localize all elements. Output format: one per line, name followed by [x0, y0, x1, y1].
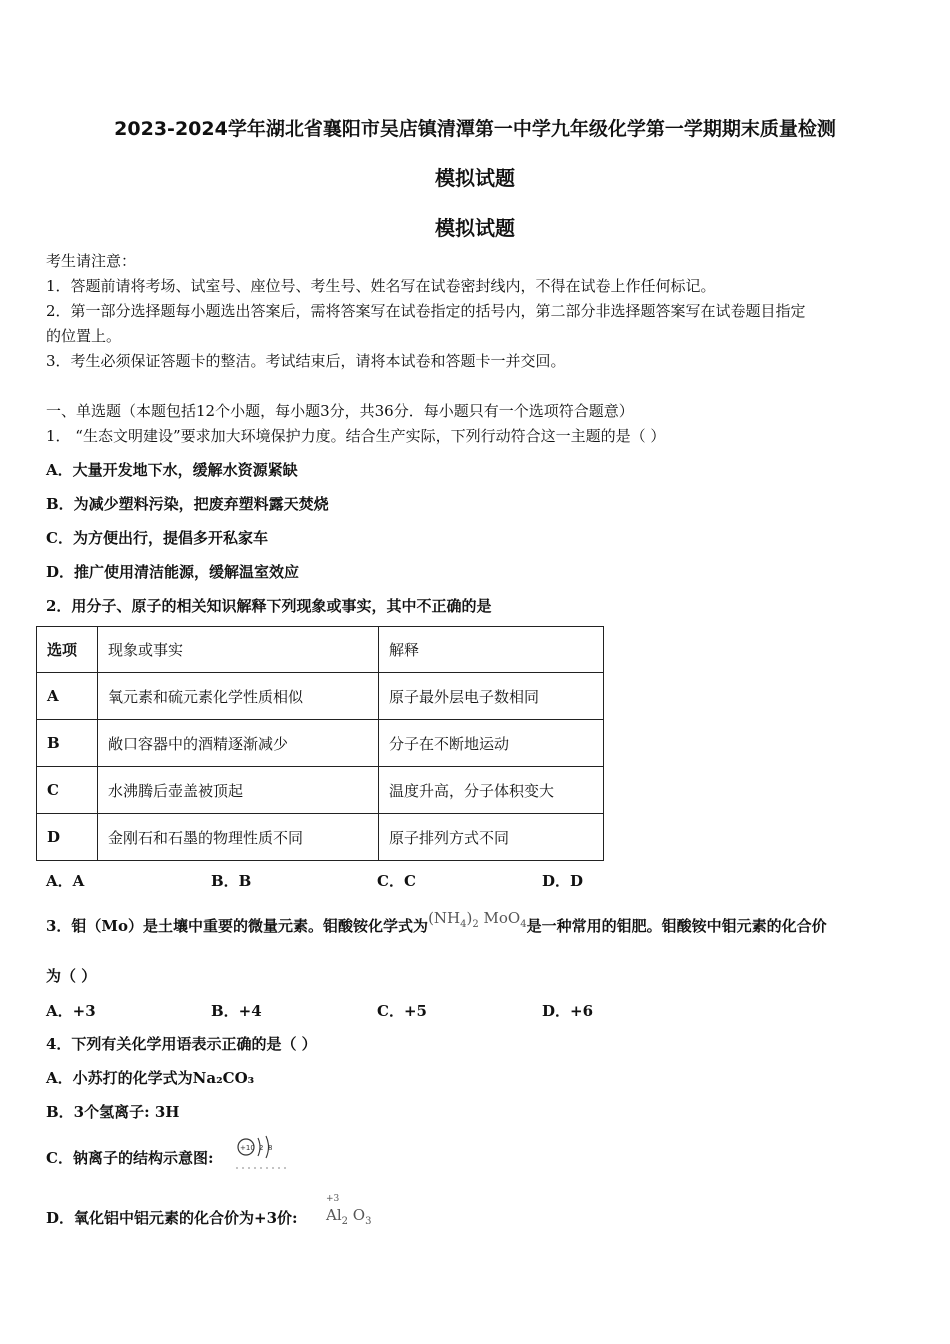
shell-2-count: 8	[268, 1144, 273, 1152]
q1-option-c: C．为方便出行，提倡多开私家车	[46, 529, 268, 547]
q2-choice-a: A．A	[46, 872, 85, 890]
notice-item-1: 1．答题前请将考场、试室号、座位号、考生号、姓名写在试卷密封线内，不得在试卷上作任何标记。	[46, 277, 716, 295]
q3-stem-part-2: 是一种常用的钼肥。钼酸铵中钼元素的化合价	[526, 917, 827, 935]
table-cell: 金刚石和石墨的物理性质不同	[98, 814, 379, 861]
q2-choice-d: D．D	[542, 872, 584, 890]
section-heading: 一、单选题（本题包括12个小题，每小题3分，共36分．每小题只有一个选项符合题意）	[46, 402, 634, 420]
q3-choice-d: D．+6	[542, 1002, 594, 1020]
table-cell: 水沸腾后壶盖被顶起	[98, 767, 379, 814]
q3-stem-part-1: 3．钼（Mo）是土壤中重要的微量元素。钼酸铵化学式为	[46, 917, 429, 935]
q4-option-c	[46, 1148, 213, 1168]
q3-stem-line-1	[46, 909, 827, 943]
aluminum-oxide-formula: $Al_2$ $O_3$	[326, 1206, 372, 1227]
table-header-cell: 选项	[37, 627, 98, 673]
q2-stem: 2．用分子、原子的相关知识解释下列现象或事实，其中不正确的是	[46, 597, 492, 615]
q4-option-a: A．小苏打的化学式为Na₂CO₃	[46, 1069, 255, 1087]
table-header-cell: 现象或事实	[98, 627, 379, 673]
q2-choice-c: C．C	[377, 872, 416, 890]
aluminum-valence-mark: +3	[326, 1194, 340, 1204]
table-cell: 敞口容器中的酒精逐渐减少	[98, 720, 379, 767]
q1-stem: 1． “生态文明建设”要求加大环境保护力度。结合生产实际，下列行动符合这一主题的是（ ）	[46, 427, 666, 445]
exam-subtitle-2: 模拟试题	[435, 216, 515, 240]
table-cell: 分子在不断地运动	[379, 720, 604, 767]
q4-option-d-text: D．氧化铝中铝元素的化合价为+3价:	[46, 1209, 298, 1227]
notice-heading: 考生请注意：	[46, 252, 137, 270]
ammonium-molybdate-formula: $(NH_4)_2$ MoO$_4$	[428, 909, 527, 930]
q3-choice-a: A．+3	[46, 1002, 96, 1020]
table-header-row	[37, 627, 604, 673]
exam-subtitle-1: 模拟试题	[435, 166, 515, 190]
q1-option-b: B．为减少塑料污染，把废弃塑料露天焚烧	[46, 495, 329, 513]
q3-stem-line-2: 为（ ）	[46, 967, 97, 985]
exam-title: 2023-2024学年湖北省襄阳市吴店镇清潭第一中学九年级化学第一学期期末质量检测	[114, 118, 836, 140]
table-cell: A	[37, 673, 98, 720]
table-cell: 氧元素和硫元素化学性质相似	[98, 673, 379, 720]
table-row	[37, 720, 604, 767]
q3-choice-b: B．+4	[211, 1002, 262, 1020]
table-cell: 温度升高，分子体积变大	[379, 767, 604, 814]
table-row	[37, 767, 604, 814]
table-header-cell: 解释	[379, 627, 604, 673]
table-cell: D	[37, 814, 98, 861]
table-cell: 原子排列方式不同	[379, 814, 604, 861]
table-cell: C	[37, 767, 98, 814]
shell-1-count: 2	[259, 1144, 264, 1152]
sodium-ion-diagram	[232, 1132, 292, 1172]
q1-option-d: D．推广使用清洁能源，缓解温室效应	[46, 563, 300, 581]
q2-table	[36, 626, 604, 861]
notice-item-2: 2．第一部分选择题每小题选出答案后，需将答案写在试卷指定的括号内，第二部分非选择题答案写在试卷题目指定	[46, 302, 806, 320]
notice-item-3: 3．考生必须保证答题卡的整洁。考试结束后，请将本试卷和答题卡一并交回。	[46, 352, 566, 370]
q3-choice-c: C．+5	[377, 1002, 427, 1020]
table-cell: B	[37, 720, 98, 767]
table-row	[37, 814, 604, 861]
table-row	[37, 673, 604, 720]
notice-item-2-cont: 的位置上。	[46, 327, 122, 345]
nucleus-label: +10	[240, 1144, 255, 1152]
q2-choice-b: B．B	[211, 872, 252, 890]
q4-option-c-text: C．钠离子的结构示意图:	[46, 1149, 214, 1167]
q1-option-a: A．大量开发地下水，缓解水资源紧缺	[46, 461, 298, 479]
q4-stem: 4．下列有关化学用语表示正确的是（ ）	[46, 1035, 317, 1053]
q4-option-b: B．3个氢离子: 3H	[46, 1103, 180, 1121]
q4-option-d	[46, 1208, 298, 1228]
table-cell: 原子最外层电子数相同	[379, 673, 604, 720]
